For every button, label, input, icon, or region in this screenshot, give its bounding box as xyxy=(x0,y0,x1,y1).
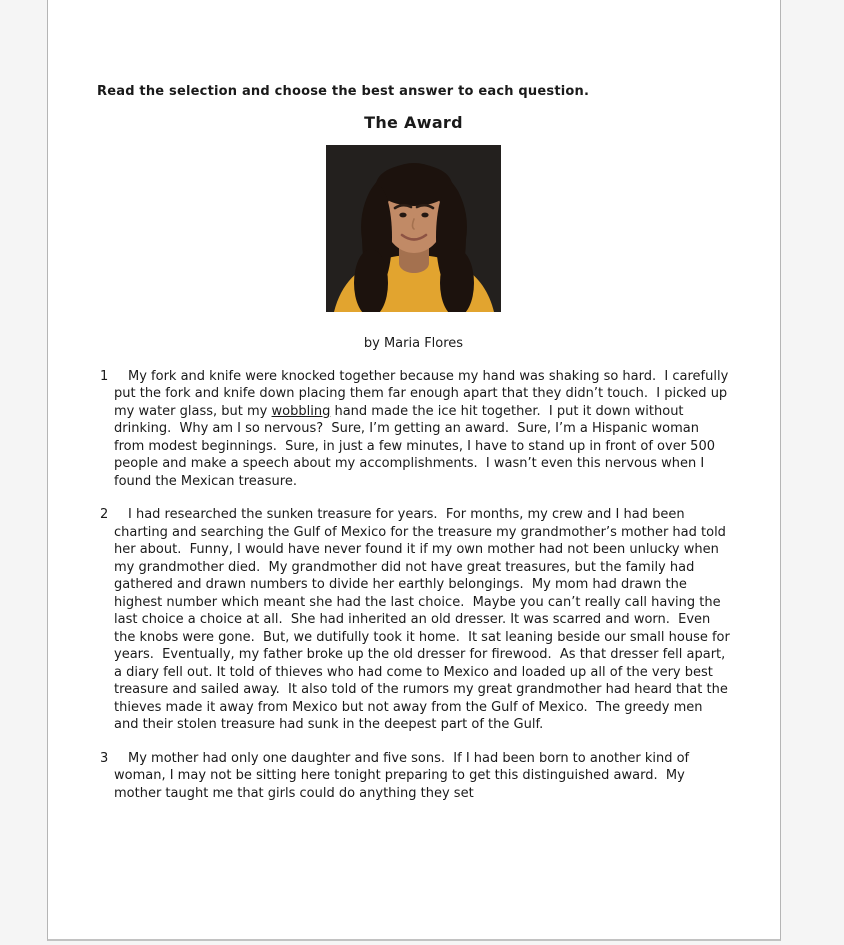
passage-content xyxy=(48,0,780,802)
paragraph-number: 1 xyxy=(100,368,109,384)
passage-page xyxy=(47,0,781,941)
paragraph-text-segment: hand made the ice hit together. I put it down without drinking. Why am I so nervous? Sure, I’m getting an award. Sure, I’m a Hispanic woman from modest beginnings. Sure, in just a few minutes, I have to stand up in front of over 500 people and make a speech about my accomplishments. I wasn’t even this nervous when I found the Mexican treasure. xyxy=(114,403,720,489)
paragraph-number: 2 xyxy=(100,507,109,522)
paragraph-text: I had researched the sunken treasure for years. For months, my crew and I had been charting and searching the Gulf of Mexico for the treasure my grandmother’s mother had told her about. Funny, I would have never found it if my own mother had not been unlucky when my grandmother died. My grandmother did not have great treasures, but the family had gathered and drawn numbers to divide her earthly belongings. My mom had drawn the highest number which meant she had the last choice. Maybe you can’t really call having the last choice a choice at all. She had inherited an old dresser. It was scarred and worn. Even the knobs were gone. But, we dutifully took it home. It sat leaning beside our small house for years. Eventually, my father broke up the old dresser for firewood. As that dresser fell apart, a diary fell out. It told of thieves who had come to Mexico and loaded up all of the very best treasure and sailed away. It also told of the rumors my great grandmother had heard that the thieves made it away from Mexico but not away from the Gulf of Mexico. The greedy men and their stolen treasure had sunk in the deepest part of the Gulf. xyxy=(114,507,734,732)
underlined-word: wobbling xyxy=(271,403,331,419)
photo-eye-left xyxy=(399,213,406,218)
photo-container xyxy=(97,145,730,312)
author-photo xyxy=(326,145,501,312)
passage-paragraph-1 xyxy=(100,368,733,491)
paragraph-text: My mother had only one daughter and five sons. If I had been born to another kind of woman, I may not be sitting here tonight preparing to get this distinguished award. My mother taught me that girls could do anything they set xyxy=(114,750,694,801)
passage-paragraph-2 xyxy=(100,506,734,734)
paragraph-text xyxy=(114,368,733,491)
paragraph-number: 3 xyxy=(100,750,109,766)
passage-body xyxy=(97,368,734,803)
passage-title: The Award xyxy=(364,112,463,132)
instruction-text: Read the selection and choose the best answer to each question. xyxy=(97,84,590,99)
photo-eye-right xyxy=(421,213,428,218)
passage-paragraph-3 xyxy=(100,750,730,803)
paragraph-text-segment: My fork and knife were knocked together because my hand was shaking so hard. I carefully put the fork and knife down placing them far enough apart that they didn’t touch. I picked up my water glass, but my xyxy=(114,368,733,419)
passage-byline: by Maria Flores xyxy=(363,336,464,351)
